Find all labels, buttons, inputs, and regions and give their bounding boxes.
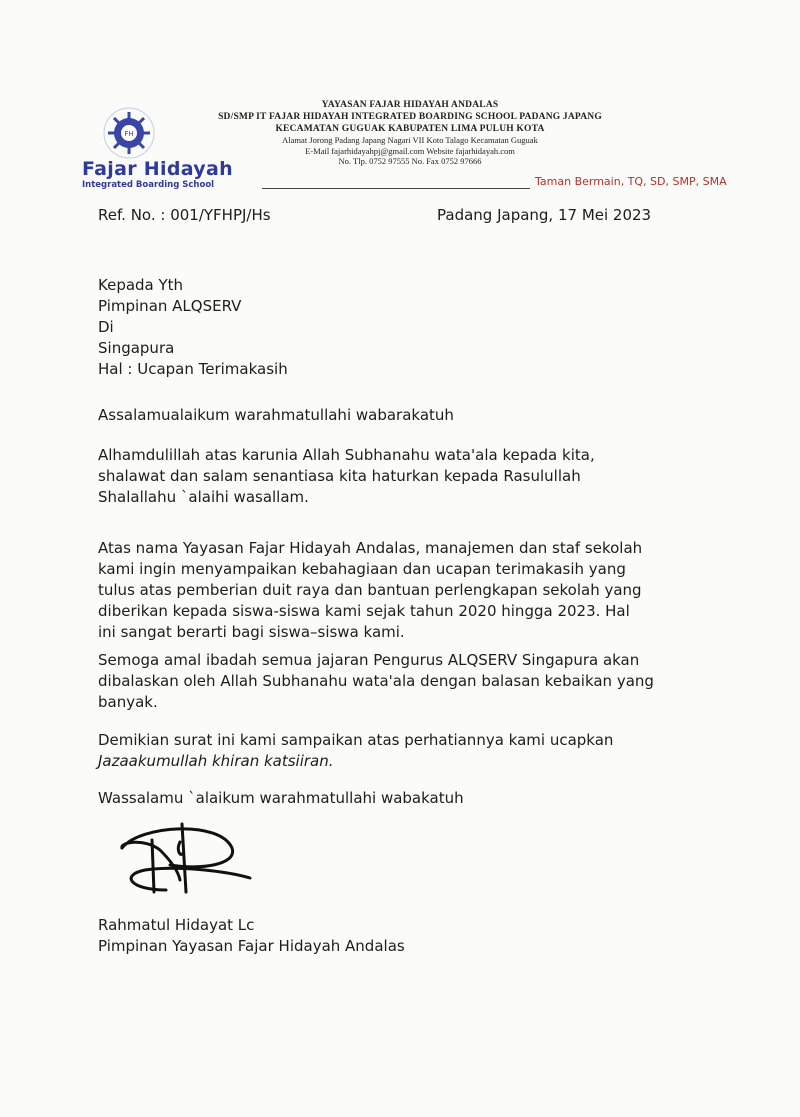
text-line: diberikan kepada siswa-siswa kami sejak tahun 2020 hingga 2023. Hal [98,602,630,620]
text-line: kami ingin menyampaikan kebahagiaan dan ucapan terimakasih yang [98,560,626,578]
text-line: shalawat dan salam senantiasa kita haturkan kepada Rasulullah [98,467,581,485]
text-line: ini sangat berarti bagi siswa–siswa kami. [98,623,405,641]
signatory-title: Pimpinan Yayasan Fajar Hidayah Andalas [98,937,405,955]
letterhead-text [150,99,670,167]
school-name: SD/SMP IT FAJAR HIDAYAH INTEGRATED BOARDING SCHOOL PADANG JAPANG [218,112,602,122]
text-line: Alhamdulillah atas karunia Allah Subhanahu wata'ala kepada kita, [98,446,595,464]
ref-number: Ref. No. : 001/YFHPJ/Hs [98,206,271,224]
logo-name: Fajar Hidayah [82,158,233,180]
text-line: Atas nama Yayasan Fajar Hidayah Andalas, manajemen dan staf sekolah [98,539,643,557]
place-date: Padang Japang, 17 Mei 2023 [437,206,652,224]
recipient-line: Kepada Yth [98,276,184,294]
signature [100,820,300,910]
svg-text:FH: FH [124,130,134,138]
text-line: Jazaakumullah khiran katsiiran. [98,752,334,770]
letterhead-rule [262,188,530,189]
paragraph-3 [98,650,738,713]
paragraph-1 [98,445,738,508]
foundation-name: YAYASAN FAJAR HIDAYAH ANDALAS [321,100,499,110]
salutation: Wassalamu `alaikum warahmatullahi wabakatuh [98,789,464,807]
signatory-name: Rahmatul Hidayat Lc [98,916,255,934]
phone: No. Tlp. 0752 97555 No. Fax 0752 97666 [338,156,482,166]
text-line: dibalaskan oleh Allah Subhanahu wata'ala dengan balasan kebaikan yang [98,672,654,690]
school-units: Taman Bermain, TQ, SD, SMP, SMA [535,175,727,188]
text-line: tulus atas pemberian duit raya dan bantuan perlengkapan sekolah yang [98,581,642,599]
recipient-line: Pimpinan ALQSERV [98,297,242,315]
contact: E-Mail fajarhidayahpj@gmail.com Website fajarhidayah.com [305,145,515,156]
recipient-line: Di [98,318,114,336]
closing-paragraph [98,730,738,772]
school-emblem-logo [102,106,156,160]
recipient-line: Singapura [98,339,175,357]
text-line: Demikian surat ini kami sampaikan atas perhatiannya kami ucapkan [98,731,614,749]
logo-subtitle: Integrated Boarding School [82,180,215,190]
greeting: Assalamualaikum warahmatullahi wabarakatuh [98,406,454,424]
district: KECAMATAN GUGUAK KABUPATEN LIMA PULUH KOTA [275,124,545,134]
text-line: Semoga amal ibadah semua jajaran Pengurus ALQSERV Singapura akan [98,651,640,669]
text-line: banyak. [98,693,158,711]
text-line: Shalallahu `alaihi wasallam. [98,488,309,506]
paragraph-2 [98,538,738,643]
address: Alamat Jorong Padang Japang Nagari VII Koto Talago Kecamatan Guguak [282,135,538,145]
subject-line: Hal : Ucapan Terimakasih [98,360,288,378]
recipient-block [98,275,738,380]
